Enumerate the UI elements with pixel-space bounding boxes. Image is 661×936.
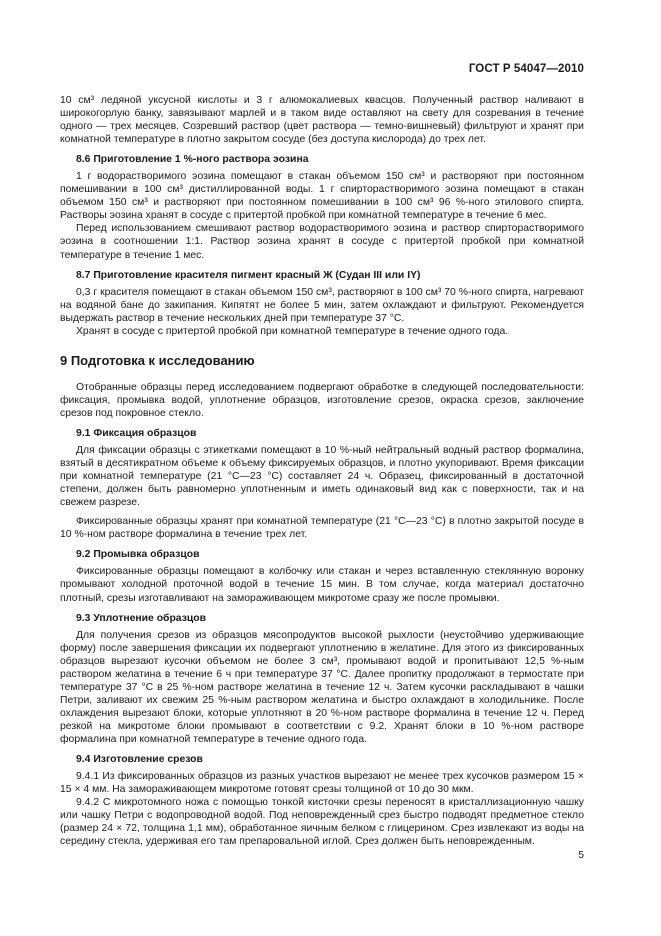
paragraph-8-6-2: Перед использованием смешивают раствор водорастворимого эозина и раствор спирторастворимого эозина в соотношении 1:1. Раствор эозина хранят в сосуде с притертой пробкой при комнатной температуре в течение 1 мес. — [60, 223, 584, 261]
paragraph-8-6-1: 1 г водорастворимого эозина помещают в стакан объемом 150 см³ и растворяют при постоянном помешивании в 100 см³ дистиллированной воды. 1 г спирторастворимого эозина помещают в стакан объемом 150 см³ и растворяют при постоянном помешивании в 100 см³ 96 %-ного этилового спирта. Растворы эозина хранят в сосуде с притертой пробкой при комнатной температуре в течение 6 мес. — [60, 171, 584, 222]
paragraph-9-2: Фиксированные образцы помещают в колбочку или стакан и через вставленную стеклянную воронку промывают холодной проточной водой в течение 15 мин. В том случае, когда материал достаточно плотный, срезы изготавливают на замораживающем микротоме сразу же после промывки. — [60, 566, 584, 604]
heading-9-1: 9.1 Фиксация образцов — [76, 427, 197, 439]
paragraph-9-3: Для получения срезов из образцов мясопродуктов высокой рыхлости (неустойчиво удерживающие форму) после завершения фиксации их подвергают уплотнению в желатине. Для этого из фиксированных образцов вырезают кусочки объемом не более 3 см³, промывают водой и пропитывают 12,5 %-ным раствором желатина в течение 6 ч при температуре 37 °С. Далее пропитку продолжают в термостате при температуре 37 °С в 25 %-ном растворе желатина в течение 12 ч. Затем кусочки раскладывают в чашки Петри, заливают их свежим 25 %-ным раствором желатина и быстро охлаждают в холодильнике. После охлаждения вырезают блоки, которые уплотняют в 20 %-ном растворе формалина в течение 12 ч. Перед резкой на микротоме блоки промывают в соответствии с 9.2. Хранят блоки в 10 %-ном растворе формалина при комнатной температуре в течение одного года. — [60, 629, 584, 745]
paragraph-9: Отобранные образцы перед исследованием подвергают обработке в следующей последовательности: фиксация, промывка водой, уплотнение образцов, изготовление срезов, окраска срезов, заключение срезов под покровное стекло. — [60, 381, 584, 419]
heading-9-4: 9.4 Изготовление срезов — [76, 754, 203, 766]
paragraph-9-4-2: 9.4.2 С микротомного ножа с помощью тонкой кисточки срезы переносят в кристаллизационную чашку или чашку Петри с водопроводной водой. Под неповрежденный срез быстро подводят предметное стекло (размер 24 × 72, толщина 1,1 мм), обработанное яичным белком с глицерином. Срез извлекают из воды на середину стекла, удерживая его там препаровальной иглой. Срез должен быть неповрежденным. — [60, 797, 584, 848]
paragraph-8-7-2: Хранят в сосуде с притертой пробкой при комнатной температуре в течение одного года. — [76, 325, 509, 337]
heading-section-9: 9 Подготовка к исследованию — [60, 352, 255, 368]
heading-9-2: 9.2 Промывка образцов — [76, 549, 200, 561]
paragraph-9-1-2: Фиксированные образцы хранят при комнатной температуре (21 °С—23 °С) в плотно закрытой посуде в 10 %-ном растворе формалина в течение трех лет. — [60, 516, 584, 541]
heading-9-3: 9.3 Уплотнение образцов — [76, 612, 207, 624]
document-code: ГОСТ Р 54047—2010 — [468, 63, 584, 75]
paragraph-9-1-1: Для фиксации образцы с этикетками помещают в 10 %-ный нейтральный водный раствор формалина, взятый в десятикратном объеме к объему фиксируемых образцов, и плотно укупоривают. Время фиксации при комнатной температуре (21 °С—23 °С) составляет 24 ч. Образец, фиксированный в достаточной степени, должен быть равномерно уплотненным и иметь одинаковый вид как с поверхности, так и на свежем разрезе. — [60, 445, 584, 509]
page-number: 5 — [578, 850, 584, 861]
paragraph-intro: 10 см³ ледяной уксусной кислоты и 3 г алюмокалиевых квасцов. Полученный раствор наливают в широкогорлую банку, завязывают марлей и в таком виде оставляют на свету для созревания в течение одного — трех месяцев. Созревший раствор (цвет раствора — темно-вишневый) фильтруют и хранят при комнатной температуре в плотно закрытом сосуде (без доступа кислорода) до трех лет. — [60, 95, 584, 146]
paragraph-8-7-1: 0,3 г красителя помещают в стакан объемом 150 см³, растворяют в 100 см³ 70 %-ного спирта, нагревают на водяной бане до закипания. Кипятят не более 5 мин, затем охлаждают и фильтруют. Рекомендуется выдержать раствор в течение нескольких дней при температуре 37 °С. — [60, 286, 584, 324]
paragraph-9-4-1: 9.4.1 Из фиксированных образцов из разных участков вырезают не менее трех кусочков размером 15 × 15 × 4 мм. На замораживающем микротоме готовят срезы толщиной от 10 до 30 мкм. — [60, 771, 584, 796]
heading-8-7: 8.7 Приготовление красителя пигмент красный Ж (Судан III или IY) — [76, 269, 421, 281]
heading-8-6: 8.6 Приготовление 1 %-ного раствора эозина — [76, 154, 309, 166]
page-content — [60, 94, 584, 848]
